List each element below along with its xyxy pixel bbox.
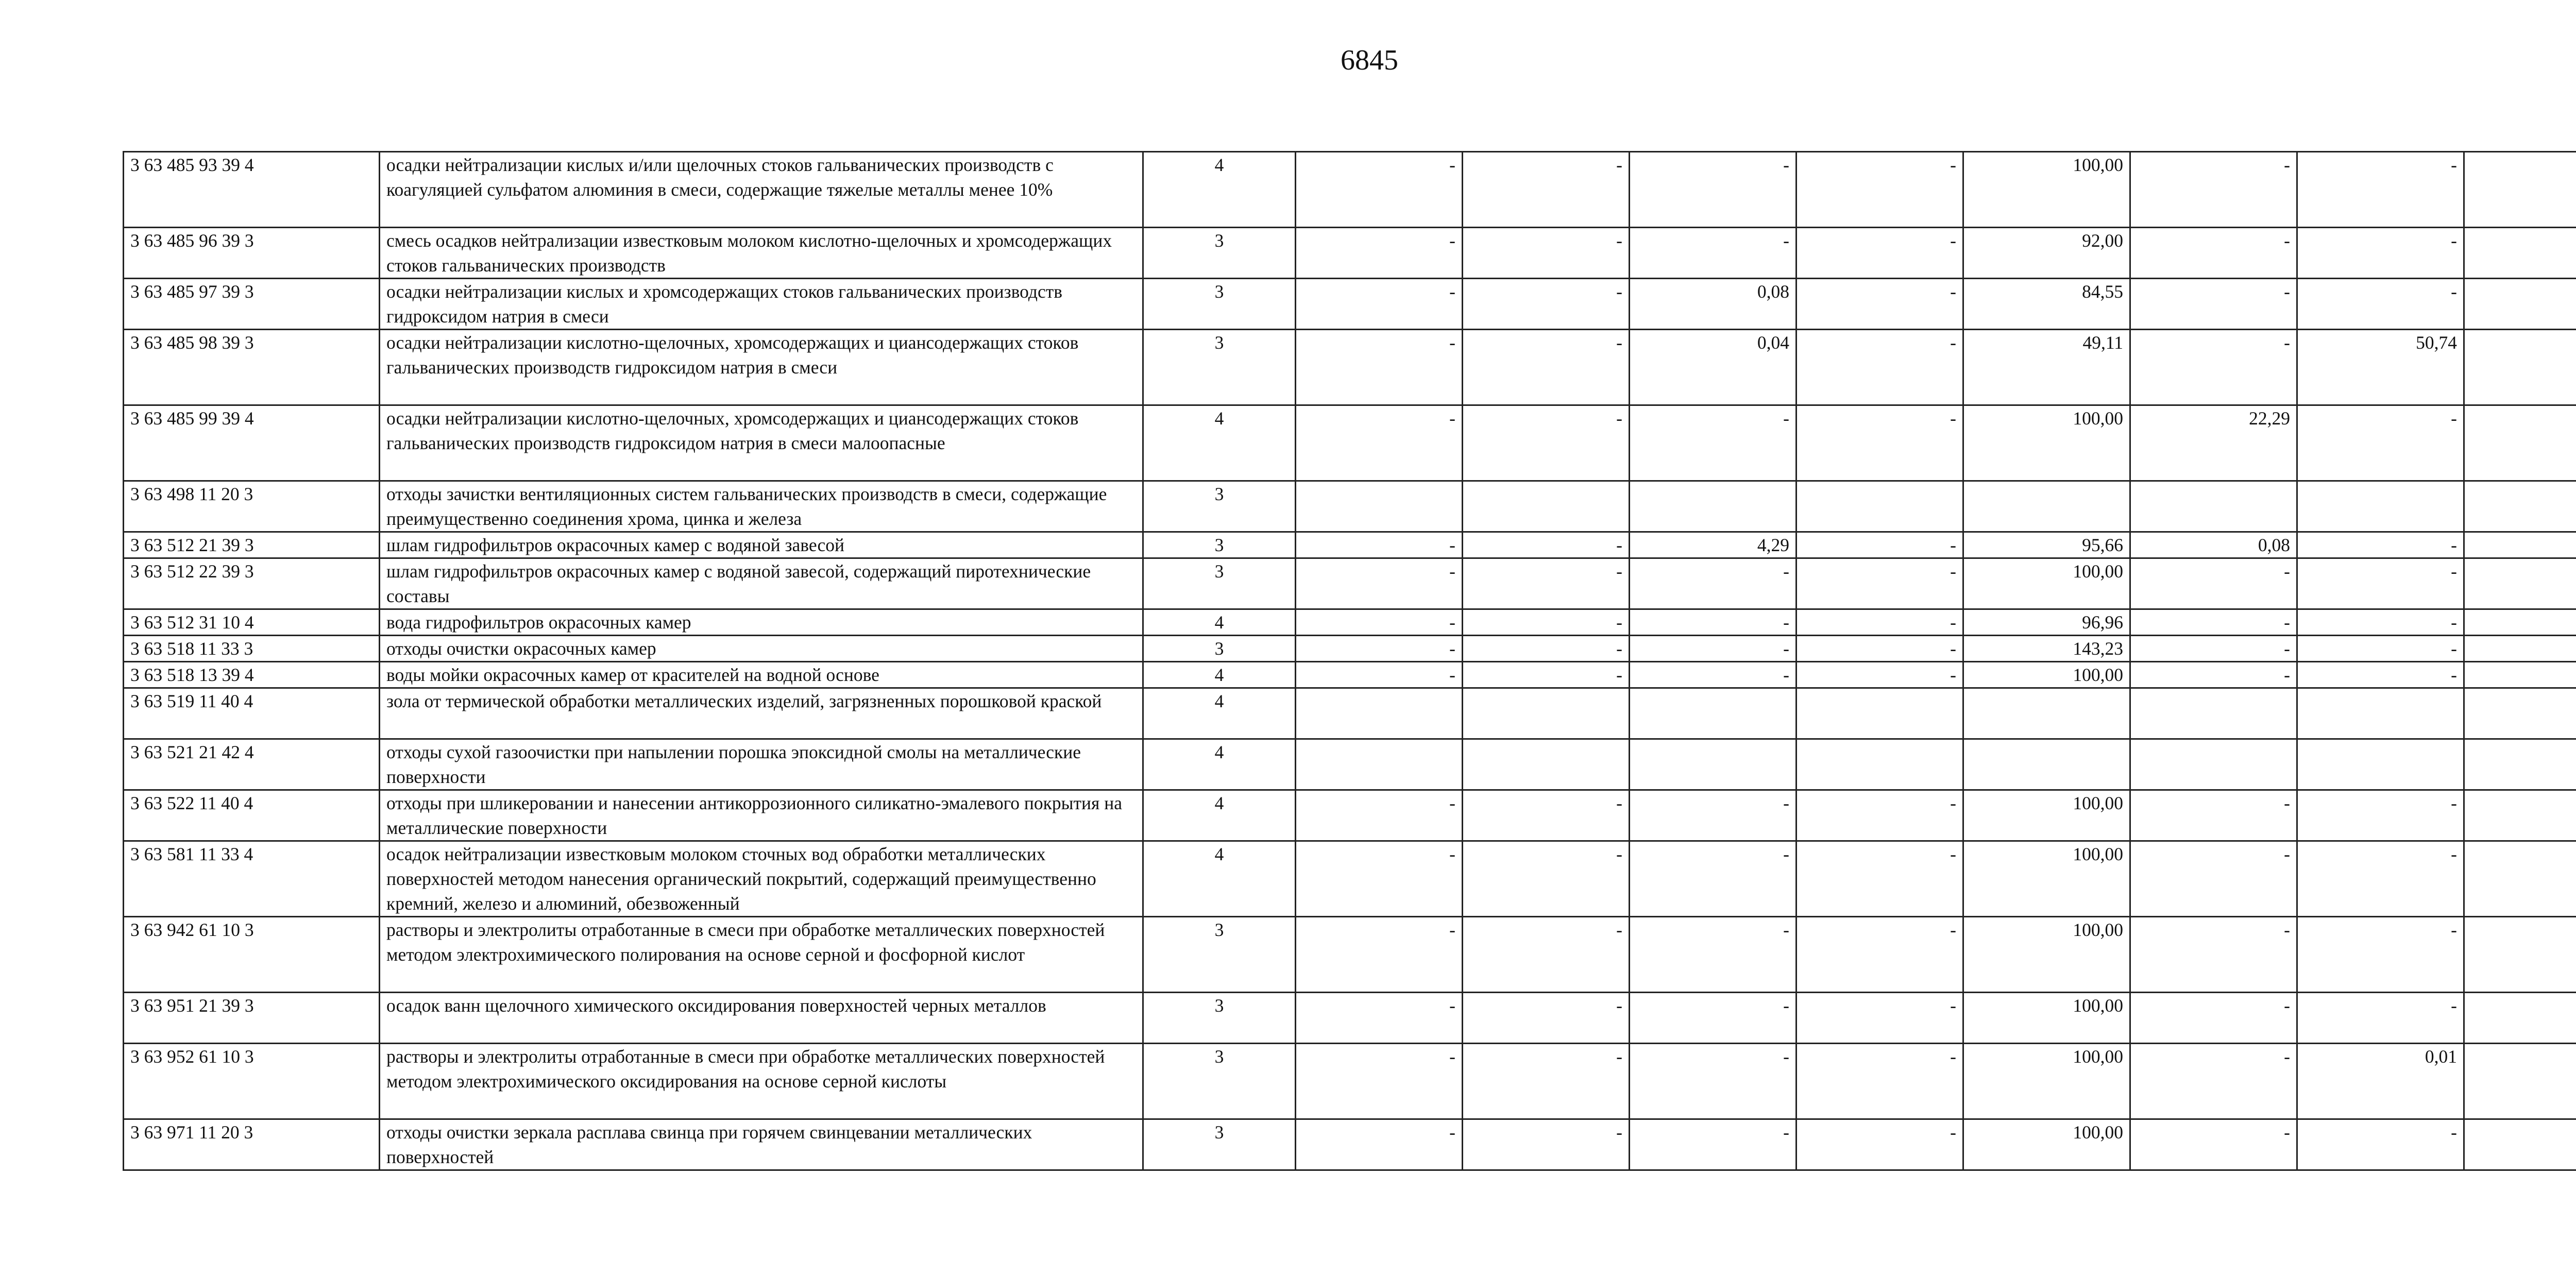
value-cell: - [1463, 993, 1630, 1044]
value-cell [2297, 481, 2464, 532]
value-cell: 84,55 [1963, 279, 2130, 330]
value-cell: - [1296, 1044, 1463, 1119]
value-cell: - [1463, 609, 1630, 636]
value-cell: - [1630, 405, 1797, 481]
value-cell: 0,08 [1630, 279, 1797, 330]
value-cell: - [1296, 405, 1463, 481]
value-cell: - [1630, 790, 1797, 841]
hazard-class-cell: 4 [1143, 405, 1296, 481]
waste-code-cell: 3 63 485 93 39 4 [124, 152, 380, 228]
waste-name-cell: осадок нейтрализации известковым молоком сточных вод обработки металлических поверхностей методом нанесения органический покрытий, содержащий преимущественно кремний, железо и алюминий, обезвоженный [380, 841, 1143, 917]
waste-code-cell: 3 63 485 97 39 3 [124, 279, 380, 330]
value-cell: - [2130, 1119, 2297, 1170]
value-cell [2464, 790, 2576, 841]
waste-name-cell: смесь осадков нейтрализации известковым молоком кислотно-щелочных и хромсодержащих стоков гальванических производств [380, 228, 1143, 279]
value-cell: - [1463, 1044, 1630, 1119]
value-cell: 4,29 [1630, 532, 1797, 558]
hazard-class-cell: 4 [1143, 688, 1296, 739]
waste-code-cell: 3 63 522 11 40 4 [124, 790, 380, 841]
waste-table-body [124, 152, 2576, 1170]
value-cell: 0,08 [2130, 532, 2297, 558]
value-cell: - [1797, 279, 1963, 330]
value-cell: - [1630, 1044, 1797, 1119]
value-cell: 100,00 [1963, 405, 2130, 481]
value-cell: - [1296, 152, 1463, 228]
hazard-class-cell: 3 [1143, 532, 1296, 558]
value-cell: 95,66 [1963, 532, 2130, 558]
hazard-class-cell: 4 [1143, 152, 1296, 228]
value-cell: - [1296, 609, 1463, 636]
value-cell: - [1296, 993, 1463, 1044]
value-cell: - [1463, 152, 1630, 228]
value-cell: - [1797, 558, 1963, 609]
value-cell: - [2130, 841, 2297, 917]
value-cell [1963, 688, 2130, 739]
value-cell: - [1630, 993, 1797, 1044]
value-cell: - [1296, 841, 1463, 917]
value-cell [2464, 1119, 2576, 1170]
value-cell: 100,00 [1963, 917, 2130, 993]
hazard-class-cell: 3 [1143, 228, 1296, 279]
hazard-class-cell: 4 [1143, 662, 1296, 688]
value-cell: - [1463, 1119, 1630, 1170]
waste-code-cell: 3 63 581 11 33 4 [124, 841, 380, 917]
value-cell: 143,23 [1963, 636, 2130, 662]
waste-name-cell: зола от термической обработки металлических изделий, загрязненных порошковой краской [380, 688, 1143, 739]
value-cell [1797, 739, 1963, 790]
value-cell: 100,00 [1963, 1119, 2130, 1170]
value-cell: 100,00 [1963, 662, 2130, 688]
value-cell: - [2130, 609, 2297, 636]
value-cell: - [1463, 636, 1630, 662]
value-cell [2464, 1044, 2576, 1119]
value-cell: - [1797, 1119, 1963, 1170]
value-cell: - [1630, 917, 1797, 993]
waste-name-cell: растворы и электролиты отработанные в смеси при обработке металлических поверхностей методом электрохимического полирования на основе серной и фосфорной кислот [380, 917, 1143, 993]
value-cell: - [2130, 330, 2297, 405]
value-cell [1963, 739, 2130, 790]
value-cell: - [2297, 228, 2464, 279]
value-cell: - [2297, 662, 2464, 688]
value-cell: - [1463, 228, 1630, 279]
value-cell: - [1630, 1119, 1797, 1170]
value-cell [1296, 688, 1463, 739]
value-cell: - [1463, 330, 1630, 405]
value-cell: - [1797, 636, 1963, 662]
waste-code-cell: 3 63 512 22 39 3 [124, 558, 380, 609]
value-cell [1463, 688, 1630, 739]
hazard-class-cell: 3 [1143, 917, 1296, 993]
table-row [124, 532, 2576, 558]
value-cell [2130, 688, 2297, 739]
waste-name-cell: вода гидрофильтров окрасочных камер [380, 609, 1143, 636]
value-cell: - [1797, 405, 1963, 481]
waste-table [123, 151, 2576, 1171]
value-cell: - [1296, 558, 1463, 609]
value-cell [1630, 481, 1797, 532]
table-row [124, 1044, 2576, 1119]
value-cell: - [1797, 609, 1963, 636]
value-cell [1630, 739, 1797, 790]
value-cell: - [1463, 790, 1630, 841]
table-row [124, 917, 2576, 993]
waste-name-cell: осадки нейтрализации кислых и хромсодержащих стоков гальванических производств гидроксидом натрия в смеси [380, 279, 1143, 330]
value-cell: - [1463, 279, 1630, 330]
waste-name-cell: отходы сухой газоочистки при напылении порошка эпоксидной смолы на металлические поверхности [380, 739, 1143, 790]
value-cell [1463, 481, 1630, 532]
table-row [124, 609, 2576, 636]
value-cell [2464, 405, 2576, 481]
value-cell: - [1463, 405, 1630, 481]
hazard-class-cell: 3 [1143, 636, 1296, 662]
value-cell: - [2130, 790, 2297, 841]
value-cell: 100,00 [1963, 790, 2130, 841]
table-row [124, 481, 2576, 532]
value-cell: - [1797, 330, 1963, 405]
value-cell: - [2130, 662, 2297, 688]
table-row [124, 739, 2576, 790]
value-cell: - [2130, 1044, 2297, 1119]
table-row [124, 1119, 2576, 1170]
value-cell: - [2297, 841, 2464, 917]
hazard-class-cell: 4 [1143, 841, 1296, 917]
value-cell: - [1797, 841, 1963, 917]
value-cell [2464, 481, 2576, 532]
value-cell [2464, 228, 2576, 279]
value-cell: 100,00 [1963, 841, 2130, 917]
value-cell: 22,29 [2130, 405, 2297, 481]
table-row [124, 662, 2576, 688]
value-cell [1630, 688, 1797, 739]
value-cell: - [1797, 1044, 1963, 1119]
value-cell: - [1296, 1119, 1463, 1170]
hazard-class-cell: 3 [1143, 993, 1296, 1044]
value-cell: - [1296, 279, 1463, 330]
waste-name-cell: отходы очистки окрасочных камер [380, 636, 1143, 662]
value-cell [2297, 688, 2464, 739]
table-row [124, 330, 2576, 405]
hazard-class-cell: 3 [1143, 1119, 1296, 1170]
hazard-class-cell: 4 [1143, 790, 1296, 841]
value-cell [1463, 739, 1630, 790]
waste-name-cell: отходы при шликеровании и нанесении антикоррозионного силикатно-эмалевого покрытия на металлические поверхности [380, 790, 1143, 841]
value-cell: 100,00 [1963, 993, 2130, 1044]
hazard-class-cell: 4 [1143, 739, 1296, 790]
value-cell: - [2297, 1119, 2464, 1170]
value-cell: - [1797, 993, 1963, 1044]
value-cell [1797, 688, 1963, 739]
table-row [124, 688, 2576, 739]
waste-name-cell: воды мойки окрасочных камер от красителей на водной основе [380, 662, 1143, 688]
value-cell [2130, 739, 2297, 790]
waste-name-cell: шлам гидрофильтров окрасочных камер с водяной завесой, содержащий пиротехнические составы [380, 558, 1143, 609]
waste-code-cell: 3 63 485 96 39 3 [124, 228, 380, 279]
value-cell [2464, 688, 2576, 739]
value-cell: - [1463, 558, 1630, 609]
waste-code-cell: 3 63 942 61 10 3 [124, 917, 380, 993]
value-cell [2464, 662, 2576, 688]
value-cell [2464, 279, 2576, 330]
waste-name-cell: осадок ванн щелочного химического оксидирования поверхностей черных металлов [380, 993, 1143, 1044]
value-cell: 0,01 [2297, 1044, 2464, 1119]
value-cell [2464, 152, 2576, 228]
table-row [124, 558, 2576, 609]
value-cell [1296, 739, 1463, 790]
value-cell [2464, 917, 2576, 993]
value-cell: 92,00 [1963, 228, 2130, 279]
waste-code-cell: 3 63 512 31 10 4 [124, 609, 380, 636]
value-cell: - [1296, 662, 1463, 688]
waste-code-cell: 3 63 521 21 42 4 [124, 739, 380, 790]
table-row [124, 228, 2576, 279]
value-cell: - [1797, 532, 1963, 558]
value-cell: - [2297, 609, 2464, 636]
value-cell: - [1296, 917, 1463, 993]
value-cell: - [2130, 993, 2297, 1044]
value-cell: 50,74 [2297, 330, 2464, 405]
value-cell: - [1296, 330, 1463, 405]
value-cell [1963, 481, 2130, 532]
value-cell: 100,00 [1963, 152, 2130, 228]
value-cell [2130, 481, 2297, 532]
value-cell: - [2297, 279, 2464, 330]
waste-code-cell: 3 63 512 21 39 3 [124, 532, 380, 558]
waste-name-cell: отходы очистки зеркала расплава свинца при горячем свинцевании металлических поверхностей [380, 1119, 1143, 1170]
hazard-class-cell: 4 [1143, 609, 1296, 636]
table-row [124, 279, 2576, 330]
waste-name-cell: осадки нейтрализации кислотно-щелочных, хромсодержащих и циансодержащих стоков гальванических производств гидроксидом натрия в смеси [380, 330, 1143, 405]
value-cell [2464, 993, 2576, 1044]
value-cell: - [1463, 662, 1630, 688]
hazard-class-cell: 3 [1143, 481, 1296, 532]
value-cell: - [1797, 917, 1963, 993]
waste-code-cell: 3 63 485 98 39 3 [124, 330, 380, 405]
hazard-class-cell: 3 [1143, 1044, 1296, 1119]
value-cell: - [1296, 532, 1463, 558]
value-cell: - [1463, 532, 1630, 558]
value-cell: 96,96 [1963, 609, 2130, 636]
value-cell: - [2297, 917, 2464, 993]
value-cell: 100,00 [1963, 558, 2130, 609]
value-cell: - [1630, 152, 1797, 228]
value-cell [2297, 739, 2464, 790]
value-cell [2464, 636, 2576, 662]
value-cell: - [1296, 228, 1463, 279]
hazard-class-cell: 3 [1143, 558, 1296, 609]
value-cell [2464, 558, 2576, 609]
value-cell [2464, 739, 2576, 790]
value-cell: - [2297, 532, 2464, 558]
value-cell [2464, 841, 2576, 917]
waste-code-cell: 3 63 971 11 20 3 [124, 1119, 380, 1170]
value-cell: - [1463, 917, 1630, 993]
waste-code-cell: 3 63 485 99 39 4 [124, 405, 380, 481]
waste-name-cell: растворы и электролиты отработанные в смеси при обработке металлических поверхностей методом электрохимического оксидирования на основе серной кислоты [380, 1044, 1143, 1119]
value-cell: - [1630, 841, 1797, 917]
waste-name-cell: шлам гидрофильтров окрасочных камер с водяной завесой [380, 532, 1143, 558]
waste-code-cell: 3 63 519 11 40 4 [124, 688, 380, 739]
value-cell: - [1797, 152, 1963, 228]
value-cell: - [2297, 993, 2464, 1044]
waste-name-cell: отходы зачистки вентиляционных систем гальванических производств в смеси, содержащие преимущественно соединения хрома, цинка и железа [380, 481, 1143, 532]
value-cell [2464, 330, 2576, 405]
table-row [124, 993, 2576, 1044]
table-row [124, 152, 2576, 228]
value-cell: 0,04 [1630, 330, 1797, 405]
value-cell [2464, 532, 2576, 558]
hazard-class-cell: 3 [1143, 330, 1296, 405]
value-cell: - [2297, 636, 2464, 662]
value-cell: - [2130, 228, 2297, 279]
value-cell: - [2297, 405, 2464, 481]
value-cell: - [1630, 228, 1797, 279]
value-cell: - [2130, 152, 2297, 228]
value-cell: 100,00 [1963, 1044, 2130, 1119]
waste-code-cell: 3 63 952 61 10 3 [124, 1044, 380, 1119]
value-cell: - [1630, 609, 1797, 636]
value-cell: - [2130, 279, 2297, 330]
table-row [124, 841, 2576, 917]
value-cell: - [1630, 636, 1797, 662]
value-cell: - [1296, 636, 1463, 662]
value-cell: - [2297, 790, 2464, 841]
value-cell [1797, 481, 1963, 532]
value-cell: 49,11 [1963, 330, 2130, 405]
value-cell: - [2297, 558, 2464, 609]
page-number: 6845 [1341, 44, 1398, 76]
table-row [124, 636, 2576, 662]
value-cell: - [1797, 790, 1963, 841]
value-cell: - [1797, 228, 1963, 279]
value-cell: - [2297, 152, 2464, 228]
value-cell: - [1630, 662, 1797, 688]
waste-name-cell: осадки нейтрализации кислых и/или щелочных стоков гальванических производств с коагуляцией сульфатом алюминия в смеси, содержащие тяжелые металлы менее 10% [380, 152, 1143, 228]
value-cell: - [2130, 917, 2297, 993]
waste-code-cell: 3 63 518 13 39 4 [124, 662, 380, 688]
value-cell [1296, 481, 1463, 532]
table-row [124, 405, 2576, 481]
value-cell: - [1797, 662, 1963, 688]
waste-code-cell: 3 63 498 11 20 3 [124, 481, 380, 532]
waste-code-cell: 3 63 518 11 33 3 [124, 636, 380, 662]
value-cell: - [1463, 841, 1630, 917]
value-cell: - [1296, 790, 1463, 841]
value-cell: - [1630, 558, 1797, 609]
waste-code-cell: 3 63 951 21 39 3 [124, 993, 380, 1044]
value-cell: - [2130, 558, 2297, 609]
value-cell: - [2130, 636, 2297, 662]
hazard-class-cell: 3 [1143, 279, 1296, 330]
waste-name-cell: осадки нейтрализации кислотно-щелочных, хромсодержащих и циансодержащих стоков гальванических производств гидроксидом натрия в смеси малоопасные [380, 405, 1143, 481]
value-cell [2464, 609, 2576, 636]
table-row [124, 790, 2576, 841]
